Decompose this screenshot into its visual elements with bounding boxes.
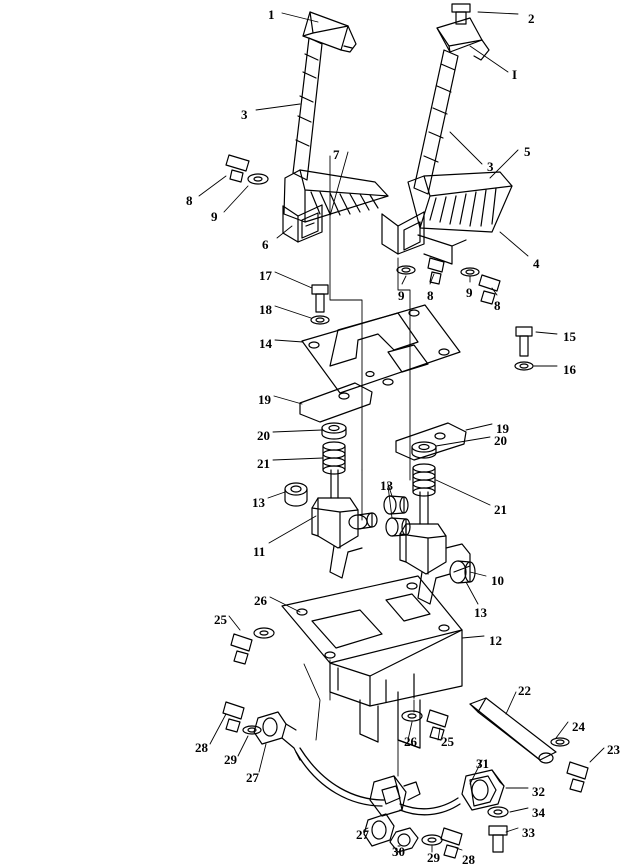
spring-21-right [413,464,435,524]
bolt-15 [516,327,532,356]
bolt-8-left [226,155,249,182]
callout-24: 24 [572,719,585,734]
callout-2: 2 [528,11,535,26]
lever-bracket-right [382,212,466,264]
callout-6: 6 [262,237,269,252]
callout-9-a: 9 [398,288,405,303]
callout-33: 33 [522,825,535,840]
lever-bracket-left [283,205,322,242]
callout-4: 4 [533,256,540,271]
callout-11: 11 [253,544,266,559]
washer-16 [515,362,533,370]
callout-17: 17 [259,268,272,283]
callout-26-right: 26 [404,734,417,749]
washer-26-right [402,711,422,721]
callout-9-left: 9 [211,209,218,224]
callout-25-right: 25 [441,734,454,749]
base-bracket-12 [282,576,462,748]
pad-19-right [396,423,466,460]
callout-3-left: 3 [241,107,248,122]
washer-9-right-a [397,266,415,274]
callout-23: 23 [607,742,620,757]
bushing-13-a [384,496,408,514]
rod-22 [470,698,556,763]
connector-32 [462,770,504,810]
callout-5: 5 [524,144,531,159]
washer-20-right [412,442,436,458]
callout-21-right: 21 [494,502,507,517]
callout-31: 31 [476,756,489,771]
callout-I: I [512,67,518,82]
callout-10: 10 [491,573,504,588]
callout-20-left: 20 [257,428,270,443]
washer-29-left [243,726,261,734]
callout-15: 15 [563,329,576,344]
callout-19-left: 19 [258,392,271,407]
callout-8-a: 8 [427,288,434,303]
callout-26-left: 26 [254,593,267,608]
spring-21-left [323,442,345,498]
callout-29-bottom: 29 [427,850,440,865]
callout-30: 30 [392,844,405,859]
lever-shaft-left [293,38,322,180]
callout-25-left: 25 [214,612,227,627]
lever-knob-left [303,12,356,52]
callout-27-bottom: 27 [356,827,369,842]
clamp-27-left [254,712,300,760]
callout-12: 12 [489,633,502,648]
washer-20-left [322,423,346,439]
callout-28-bottom: 28 [462,852,475,867]
bolt-28-bottom [441,828,462,858]
bolt-8-right-a [428,258,444,284]
callout-29-left: 29 [224,752,237,767]
callout-21-left: 21 [257,456,270,471]
callout-27-left: 27 [246,770,259,785]
callout-13-mid: 13 [380,478,393,493]
callout-32: 32 [532,784,545,799]
callout-14: 14 [259,336,272,351]
bolt-25-left [231,634,252,664]
washer-26-left [254,628,274,638]
callout-3-right: 3 [487,159,494,174]
linkage-body-right [400,524,470,604]
callout-16: 16 [563,362,576,377]
callout-19-right: 19 [496,421,509,436]
callout-9-b: 9 [466,285,473,300]
callout-18: 18 [259,302,272,317]
washer-29-bottom [422,835,442,845]
callout-20-right: 20 [494,433,507,448]
bolt-17 [312,285,328,312]
cover-plate-14 [302,305,460,393]
washer-9-right-b [461,268,479,276]
washer-18 [311,316,329,324]
callout-13-right: 13 [474,605,487,620]
washer-9-left [248,174,268,184]
washer-34 [488,807,508,817]
bolt-28-left [223,702,244,732]
bolt-23 [567,762,588,792]
callout-13-left: 13 [252,495,265,510]
callout-28-left: 28 [195,740,208,755]
callout-8-left: 8 [186,193,193,208]
callout-1: 1 [268,7,275,22]
callout-7: 7 [333,147,340,162]
pad-19-left [300,383,372,422]
callout-34: 34 [532,805,545,820]
lever-shaft-right [414,50,458,194]
callout-8-b: 8 [494,298,501,313]
washer-24 [551,738,569,746]
switch-31 [370,776,420,816]
bolt-33 [489,826,507,852]
callout-22: 22 [518,683,531,698]
